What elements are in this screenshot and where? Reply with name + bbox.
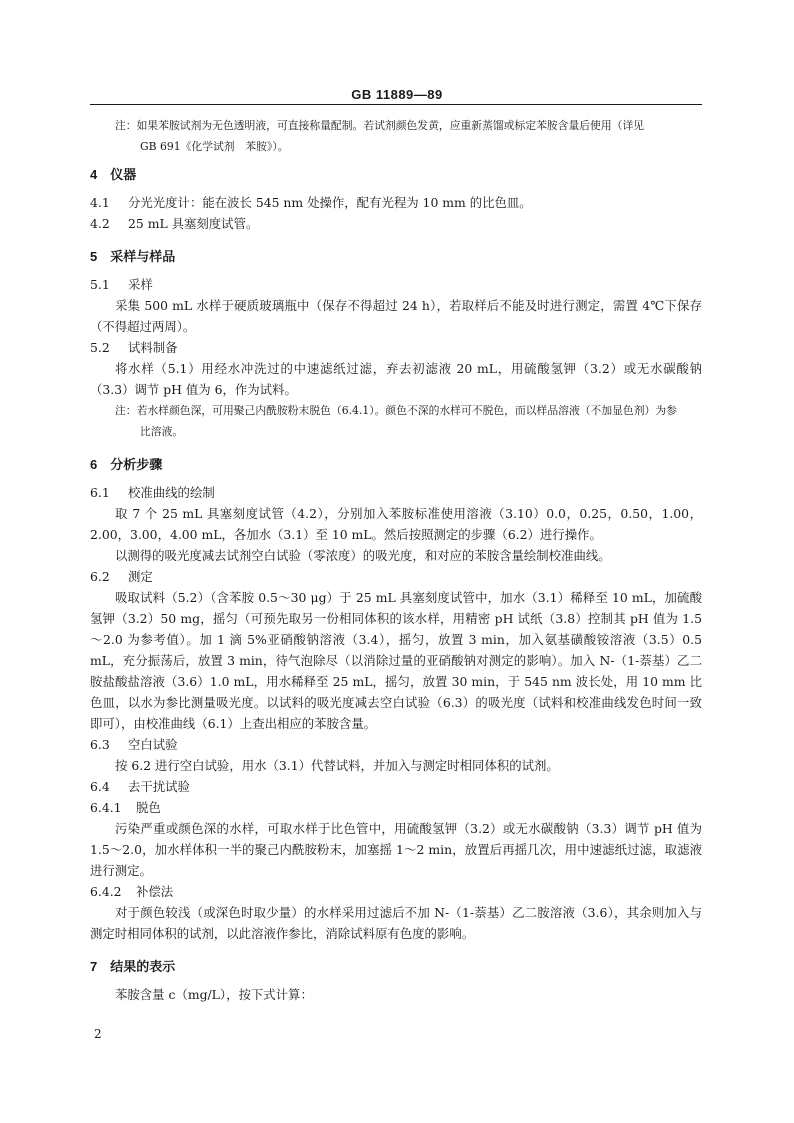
sample-prep-paragraph: 将水样（5.1）用经水冲洗过的中速滤纸过滤，弃去初滤液 20 mL，用硫酸氢钾（3.2）或无水碳酸钠（3.3）调节 pH 值为 6，作为试料。 [90, 361, 702, 397]
clause-4-1 [90, 192, 702, 213]
compensation-paragraph: 对于颜色较浅（或深色时取少量）的水样采用过滤后不加 N-（1-萘基）乙二胺溶液（3.6），其余则加入与测定时相同体积的试剂，以此溶液作参比，消除试料原有色度的影响。 [90, 905, 702, 941]
clause-5-1 [90, 274, 702, 295]
clause-6-4 [90, 776, 702, 797]
clause-title: 补偿法 [136, 884, 174, 899]
clause-number: 6.2 [90, 569, 110, 584]
clause-title: 脱色 [136, 800, 161, 815]
clause-number: 5.1 [90, 277, 110, 292]
clause-number: 6.4.2 [90, 884, 122, 899]
clause-number: 5.2 [90, 340, 110, 355]
section-4-heading: 4 仪器 [90, 167, 137, 182]
clause-number: 6.4.1 [90, 800, 122, 815]
clause-number: 6.4 [90, 779, 110, 794]
clause-6-1 [90, 482, 702, 503]
calibration-paragraph-2: 以测得的吸光度减去试剂空白试验（零浓度）的吸光度，和对应的苯胺含量绘制校准曲线。 [115, 548, 611, 563]
result-paragraph: 苯胺含量 c（mg/L），按下式计算： [115, 987, 313, 1002]
clause-title: 校准曲线的绘制 [128, 485, 215, 500]
decolor-note [90, 400, 702, 442]
clause-6-4-2 [90, 881, 702, 902]
blank-test-paragraph: 按 6.2 进行空白试验，用水（3.1）代替试料，并加入与测定时相同体积的试剂。 [115, 758, 559, 773]
document-body [90, 115, 702, 1005]
clause-number: 6.3 [90, 737, 110, 752]
header-rule [90, 104, 702, 105]
measurement-paragraph: 吸取试料（5.2）（含苯胺 0.5～30 μg）于 25 mL 具塞刻度试管中，加水（3.1）稀释至 10 mL，加硫酸氢钾（3.2）50 mg，摇匀（可预先取另一份相同体积的该水样，用精密 pH 试纸（3.8）控制其 pH 值为 1.5～2.0 为参考值）。加 1 滴 5%亚硝酸钠溶液（3.4），摇匀，放置 3 min，加入氨基磺酸铵溶液（3.5）0.5 mL，充分振荡后，放置 3 min，待气泡除尽（以消除过量的亚硝酸钠对测定的影响）。加入 N-（1-萘基）乙二胺盐酸盐溶液（3.6）1.0 mL，用水稀释至 25 mL，摇匀，放置 30 min，于 545 nm 波长处，用 10 mm 比色皿，以水为参比测量吸光度。以试料的吸光度减去空白试验（6.3）的吸光度（试料和校准曲线发色时间一致即可），由校准曲线（6.1）上查出相应的苯胺含量。 [90, 590, 702, 731]
clause-title: 试料制备 [128, 340, 178, 355]
clause-title: 去干扰试验 [128, 779, 190, 794]
standard-number-header: GB 11889—89 [351, 87, 443, 102]
clause-6-3 [90, 734, 702, 755]
decolor-note-line1: 注：若水样颜色深，可用聚己内酰胺粉末脱色（6.4.1）。颜色不深的水样可不脱色，而以样品溶液（不加显色剂）为参 [115, 404, 677, 417]
clause-4-2 [90, 213, 702, 234]
calibration-paragraph-1: 取 7 个 25 mL 具塞刻度试管（4.2），分别加入苯胺标准使用溶液（3.10）0.0，0.25，0.50，1.00，2.00，3.00，4.00 mL，各加水（3.1）至 10 mL。然后按照测定的步骤（6.2）进行操作。 [90, 506, 702, 542]
clause-number: 4.2 [90, 216, 110, 231]
sampling-paragraph: 采集 500 mL 水样于硬质玻璃瓶中（保存不得超过 24 h），若取样后不能及时进行测定，需置 4℃下保存（不得超过两周）。 [90, 298, 702, 334]
decolor-note-line2: 比溶液。 [140, 425, 184, 438]
reagent-note-line2: GB 691《化学试剂 苯胺》）。 [140, 140, 289, 153]
clause-title: 空白试验 [128, 737, 178, 752]
clause-title: 测定 [128, 569, 153, 584]
clause-6-4-1 [90, 797, 702, 818]
reagent-note-line1: 注：如果苯胺试剂为无色透明液，可直接称量配制。若试剂颜色发黄，应重新蒸馏或标定苯胺含量后使用（详见 [115, 119, 645, 132]
clause-number: 6.1 [90, 485, 110, 500]
page-number: 2 [94, 1027, 102, 1041]
clause-text: 分光光度计：能在波长 545 nm 处操作，配有光程为 10 mm 的比色皿。 [128, 195, 532, 210]
section-5-heading: 5 采样与样品 [90, 249, 176, 264]
clause-number: 4.1 [90, 195, 110, 210]
clause-5-2 [90, 337, 702, 358]
clause-6-2 [90, 566, 702, 587]
clause-title: 采样 [128, 277, 153, 292]
section-7-heading: 7 结果的表示 [90, 959, 176, 974]
decolorization-paragraph: 污染严重或颜色深的水样，可取水样于比色管中，用硫酸氢钾（3.2）或无水碳酸钠（3.3）调节 pH 值为 1.5～2.0，加水样体积一半的聚己内酰胺粉末，加塞摇 1～2 min，放置后再摇几次，用中速滤纸过滤，取滤液进行测定。 [90, 821, 702, 878]
section-6-heading: 6 分析步骤 [90, 457, 163, 472]
clause-text: 25 mL 具塞刻度试管。 [128, 216, 259, 231]
reagent-note [90, 115, 702, 157]
